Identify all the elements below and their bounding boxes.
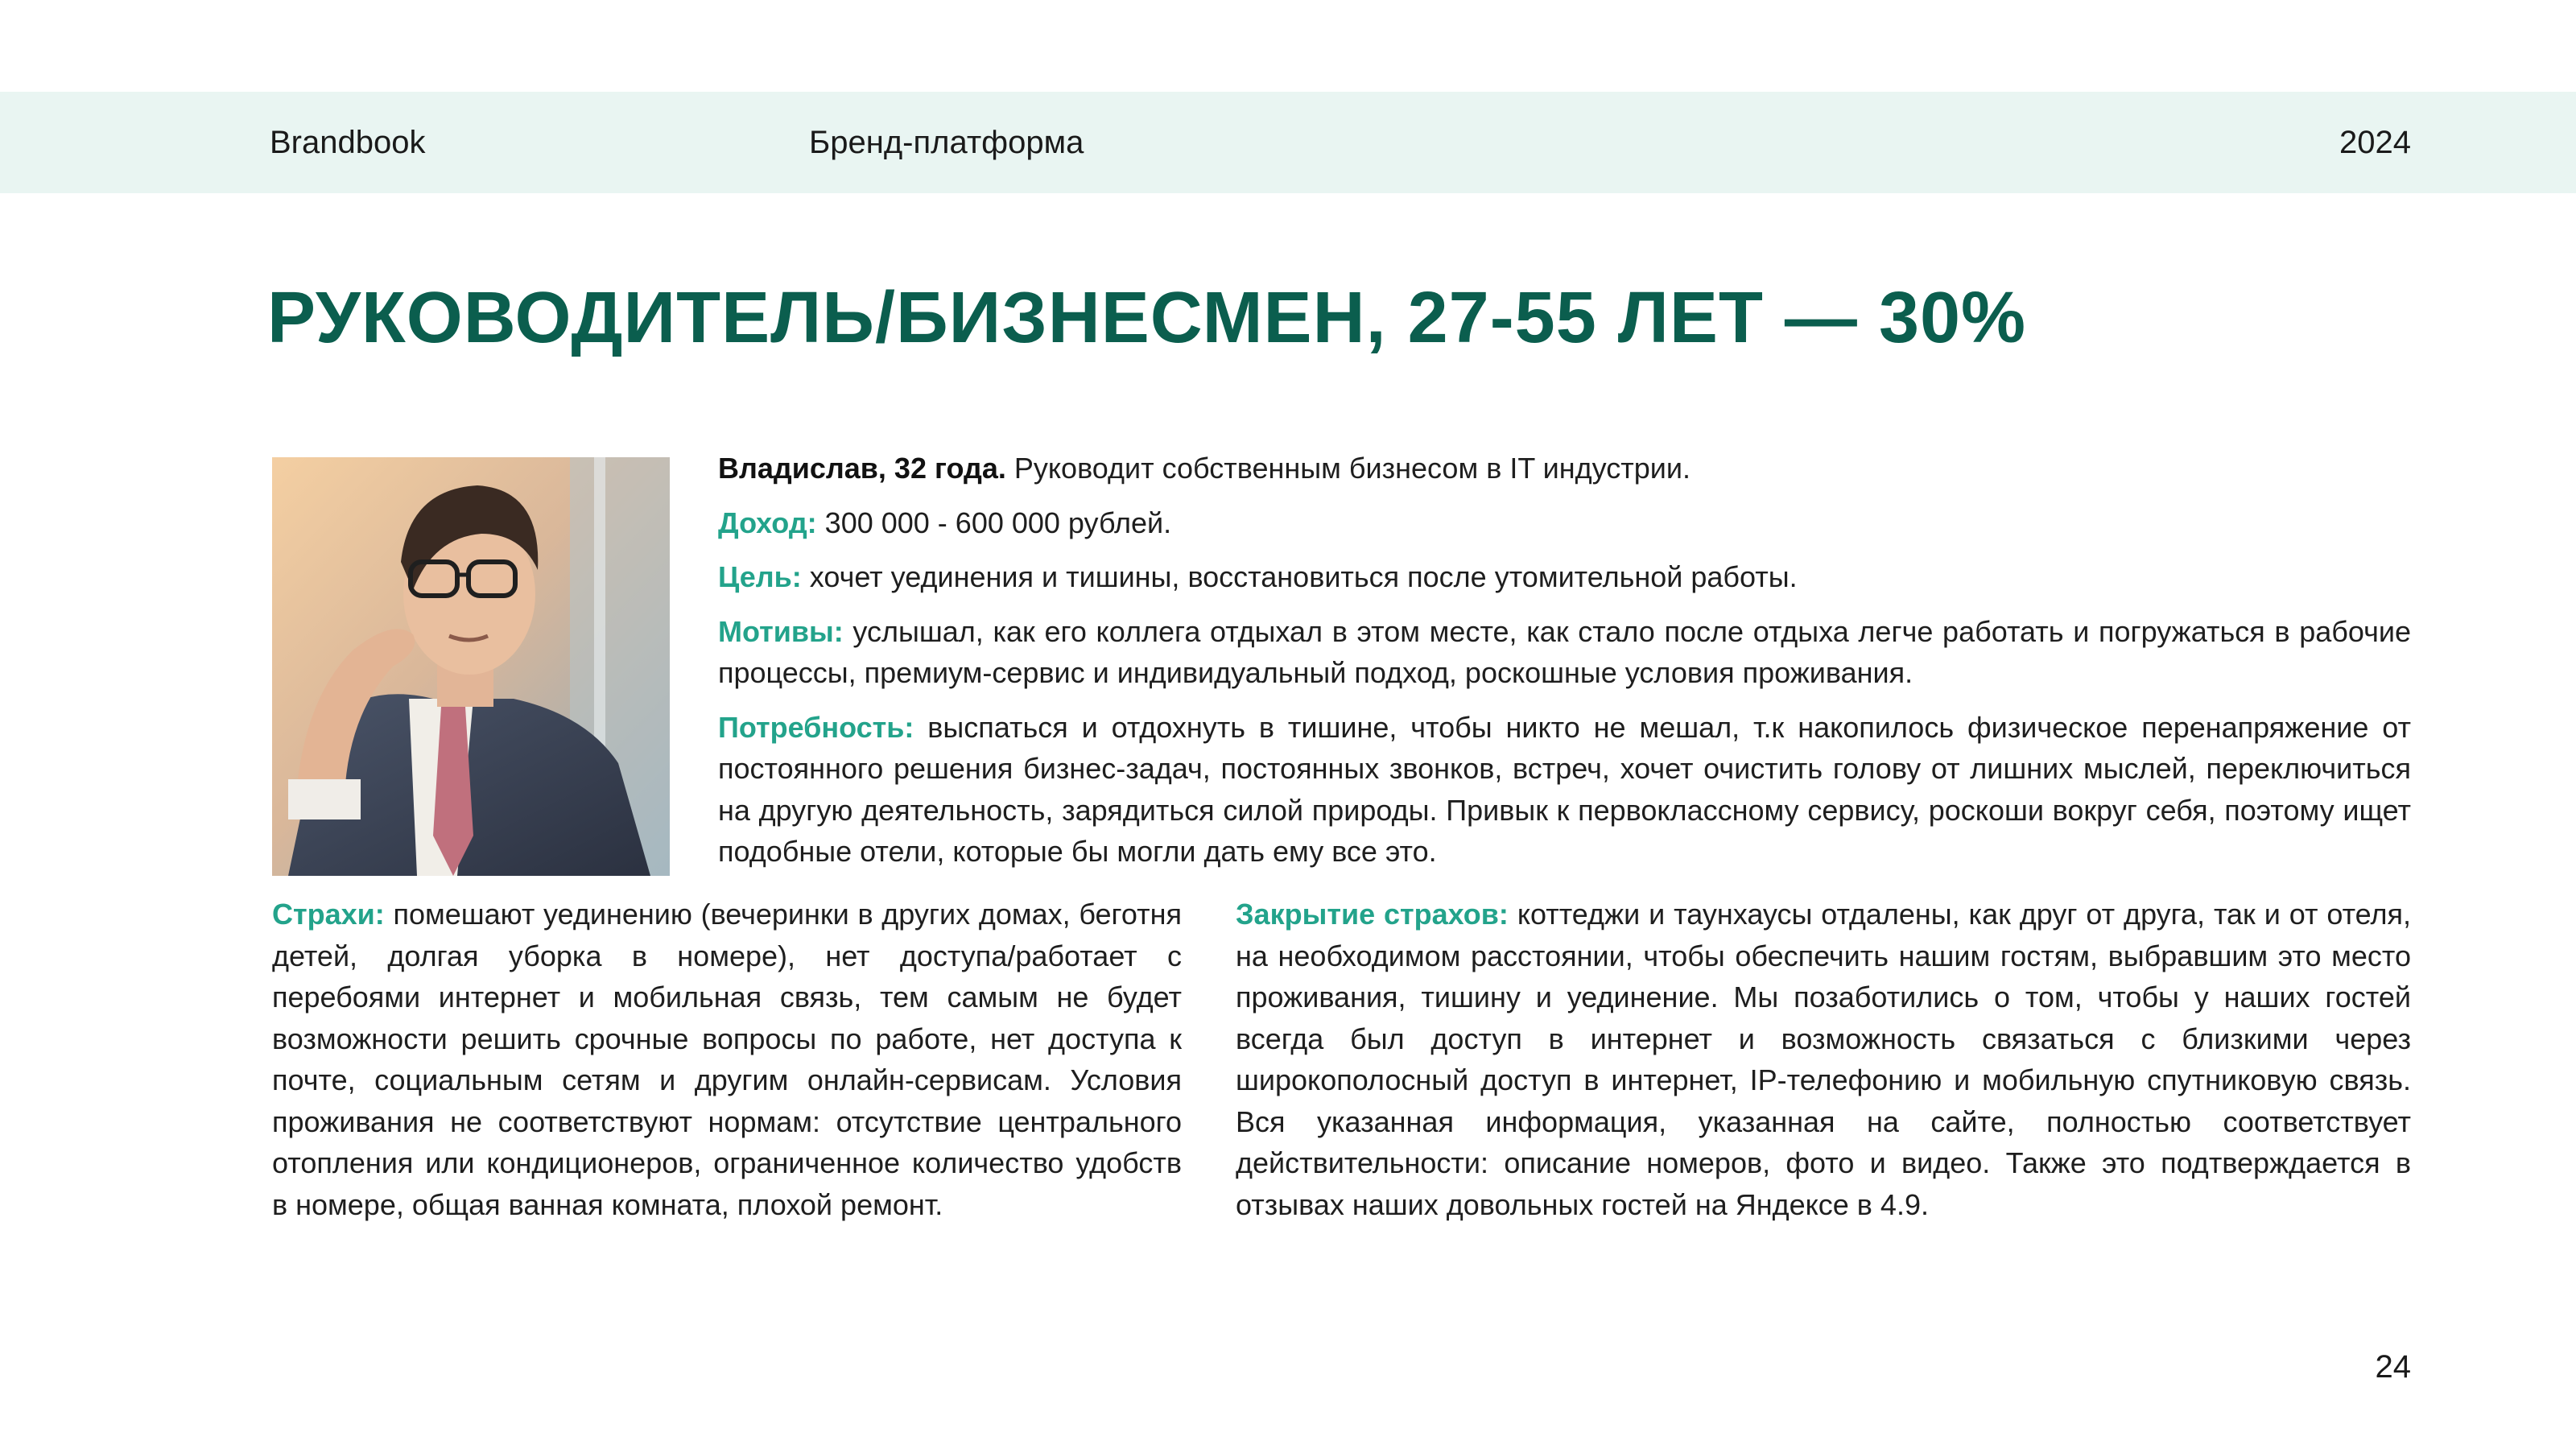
persona-intro <box>718 448 2411 489</box>
persona-photo <box>272 457 670 876</box>
fears-column <box>272 894 1182 1225</box>
fears-text: помешают уединению (вечеринки в других домах, беготня детей, долгая уборка в номере), нет доступа/работает с перебоями интернет и мобильная связь, тем самым не будет возможности решить срочные вопросы по работе, нет доступа к почте, социальным сетям и другим онлайн-сервисам. Условия проживания не соответствуют нормам: отсутствие центрального отопления или кондиционеров, ограниченное количество удобств в номере, общая ванная комната, плохой ремонт. <box>272 898 1182 1221</box>
fears-closing-column <box>1236 894 2411 1225</box>
income-value: 300 000 - 600 000 рублей. <box>816 506 1172 539</box>
persona-income <box>718 502 2411 544</box>
persona-need <box>718 707 2411 873</box>
need-text: выспаться и отдохнуть в тишине, чтобы никто не мешал, т.к накопилось физическое перенапряжение от постоянного решения бизнес-задач, постоянных звонков, встреч, хочет очистить голову от лишних мыслей, переключиться на другую деятельность, зарядиться силой природы. Привык к первоклассному сервису, роскоши вокруг себя, поэтому ищет подобные отели, которые бы могли дать ему все это. <box>718 710 2411 868</box>
persona-bio <box>718 448 2411 886</box>
persona-intro-text: Руководит собственным бизнесом в IT индустрии. <box>1005 452 1690 485</box>
fears-closing-text: коттеджи и таунхаусы отдалены, как друг от друга, так и от отеля, на необходимом расстоянии, чтобы обеспечить нашим гостям, выбравшим это место проживания, тишину и уединение. Мы позаботились о том, чтобы у наших гостей всегда был доступ в интернет и возможность связаться с близкими через широкополосный доступ в интернет, IP-телефонию и мобильную спутниковую связь. Вся указанная информация, указанная на сайте, полностью соответствует действительности: описание номеров, фото и видео. Также это подтверждается в отзывах наших довольных гостей на Яндексе в 4.9. <box>1236 898 2411 1221</box>
persona-motives <box>718 611 2411 694</box>
page-number: 24 <box>2375 1349 2411 1385</box>
motives-text: услышал, как его коллега отдыхал в этом месте, как стало после отдыха легче работать и погружаться в рабочие процессы, премиум-сервис и индивидуальный подход, роскошные условия проживания. <box>718 614 2411 689</box>
persona-name: Владислав, 32 года. <box>718 452 1006 485</box>
businessman-illustration <box>272 457 670 876</box>
need-label: Потребность: <box>718 710 914 744</box>
header-brandbook: Brandbook <box>270 125 426 160</box>
fears-closing-paragraph <box>1236 894 2411 1225</box>
fears-paragraph <box>272 894 1182 1225</box>
fears-label: Страхи: <box>272 898 385 931</box>
header-year: 2024 <box>2339 125 2411 160</box>
income-label: Доход: <box>718 506 817 539</box>
goal-label: Цель: <box>718 560 802 593</box>
fears-closing-label: Закрытие страхов: <box>1236 898 1509 931</box>
header-section: Бренд-платформа <box>809 125 1084 160</box>
persona-goal <box>718 556 2411 598</box>
page-title: РУКОВОДИТЕЛЬ/БИЗНЕСМЕН, 27-55 ЛЕТ — 30% <box>267 278 2027 358</box>
header-bar <box>0 92 2576 193</box>
goal-text: хочет уединения и тишины, восстановиться после утомительной работы. <box>801 560 1798 593</box>
motives-label: Мотивы: <box>718 614 844 648</box>
